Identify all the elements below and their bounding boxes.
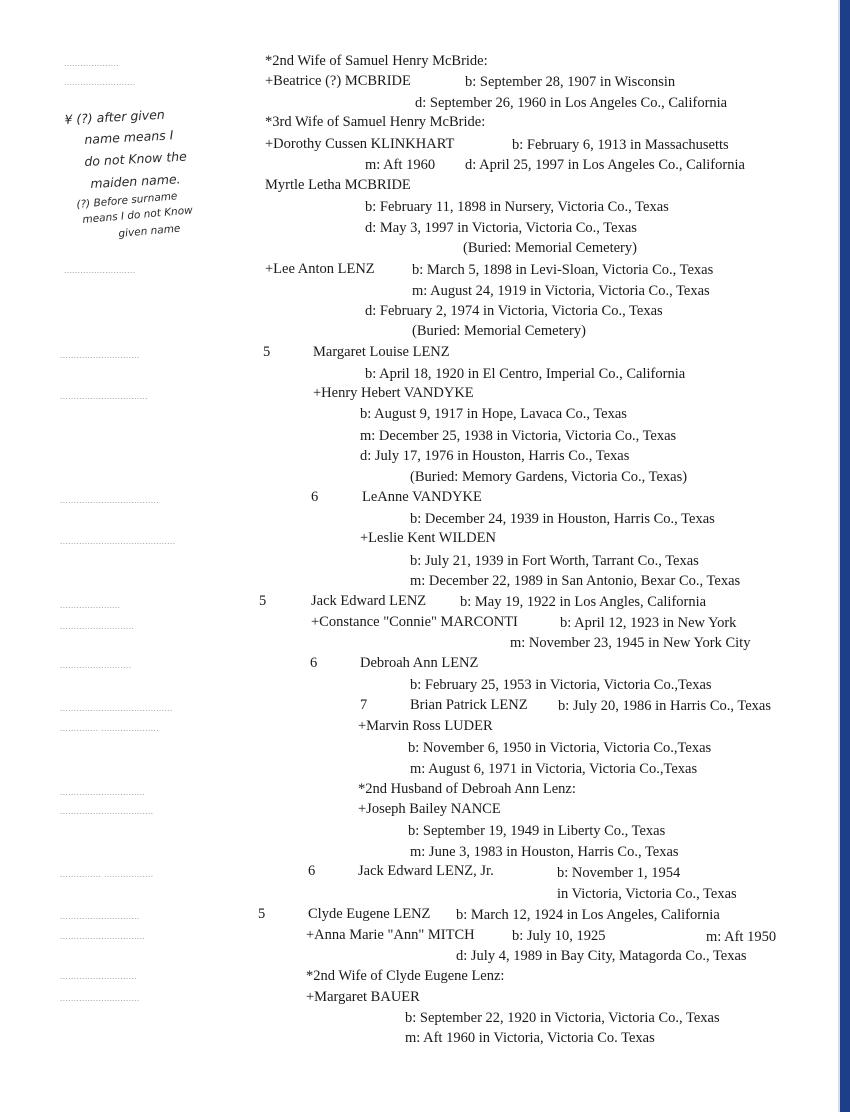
margin-dots: ...................... — [60, 600, 121, 610]
entry-line: b: May 19, 1922 in Los Angles, California — [460, 594, 707, 610]
entry-line: *2nd Husband of Debroah Ann Lenz: — [358, 781, 576, 797]
generation-number: 6 — [308, 863, 316, 879]
entry-line: +Henry Hebert VANDYKE — [313, 385, 474, 401]
entry-line: b: November 1, 1954 — [557, 865, 681, 881]
margin-note-line: name means I — [84, 127, 174, 147]
entry-line: m: Aft 1960 — [365, 157, 436, 173]
entry-line: (Buried: Memory Gardens, Victoria Co., Texas) — [410, 469, 688, 485]
entry-line: in Victoria, Victoria Co., Texas — [557, 886, 737, 902]
entry-line: d: July 17, 1976 in Houston, Harris Co., Texas — [360, 448, 630, 464]
entry-line: d: September 26, 1960 in Los Angeles Co., California — [415, 95, 728, 111]
entry-line: b: February 6, 1913 in Massachusetts — [512, 137, 729, 153]
generation-number: 5 — [263, 344, 271, 360]
margin-dots: .......................................... — [60, 536, 176, 546]
margin-dots: .................................. — [60, 806, 154, 816]
entry-line: b: September 22, 1920 in Victoria, Victoria Co., Texas — [405, 1010, 720, 1026]
entry-line: *2nd Wife of Samuel Henry McBride: — [265, 53, 488, 69]
margin-dots: .......................... — [64, 77, 136, 87]
generation-number: 6 — [311, 489, 319, 505]
generation-number: 7 — [360, 697, 368, 713]
margin-dots: ............................ — [60, 971, 137, 981]
page-edge-highlight — [838, 0, 840, 1112]
entry-line: b: March 12, 1924 in Los Angeles, California — [456, 907, 720, 923]
entry-line: Margaret Louise LENZ — [313, 344, 450, 360]
entry-line: +Leslie Kent WILDEN — [360, 530, 496, 546]
margin-dots: ............................... — [60, 931, 146, 941]
margin-dots: .......................... — [60, 660, 132, 670]
entry-line: Myrtle Letha MCBRIDE — [265, 177, 411, 193]
entry-line: m: August 24, 1919 in Victoria, Victoria Co., Texas — [412, 283, 710, 299]
entry-line: Jack Edward LENZ — [311, 593, 427, 609]
entry-line: d: April 25, 1997 in Los Angeles Co., California — [465, 157, 745, 173]
page-edge-border — [840, 0, 850, 1112]
entry-line: Jack Edward LENZ, Jr. — [358, 863, 494, 879]
entry-line: b: April 18, 1920 in El Centro, Imperial Co., California — [365, 366, 686, 382]
entry-line: *3rd Wife of Samuel Henry McBride: — [265, 114, 486, 130]
entry-line: m: June 3, 1983 in Houston, Harris Co., Texas — [410, 844, 679, 860]
entry-line: m: November 23, 1945 in New York City — [510, 635, 751, 651]
margin-note-line: means I do not Know — [82, 204, 194, 226]
margin-dots: ......................................... — [60, 703, 173, 713]
margin-dots: .......................... — [64, 265, 136, 275]
entry-line: m: December 25, 1938 in Victoria, Victoria Co., Texas — [360, 428, 677, 444]
margin-note-line: maiden name. — [90, 171, 181, 191]
entry-line: m: December 22, 1989 in San Antonio, Bexar Co., Texas — [410, 573, 741, 589]
entry-line: +Beatrice (?) MCBRIDE — [265, 73, 411, 89]
margin-dots: .............. ..................... — [60, 723, 159, 733]
entry-line: (Buried: Memorial Cemetery) — [463, 240, 637, 256]
entry-line: *2nd Wife of Clyde Eugene Lenz: — [306, 968, 505, 984]
entry-line: +Lee Anton LENZ — [265, 261, 375, 277]
entry-line: d: February 2, 1974 in Victoria, Victoria Co., Texas — [365, 303, 663, 319]
entry-line: m: Aft 1960 in Victoria, Victoria Co. Texas — [405, 1030, 655, 1046]
margin-dots: ............................. — [60, 350, 140, 360]
margin-dots: ............................. — [60, 993, 140, 1003]
entry-line: b: February 11, 1898 in Nursery, Victoria Co., Texas — [365, 199, 669, 215]
entry-line: b: November 6, 1950 in Victoria, Victoria Co.,Texas — [408, 740, 712, 756]
entry-line: b: April 12, 1923 in New York — [560, 615, 737, 631]
entry-line: b: August 9, 1917 in Hope, Lavaca Co., Texas — [360, 406, 627, 422]
margin-dots: .................... — [64, 58, 119, 68]
entry-line: m: August 6, 1971 in Victoria, Victoria Co.,Texas — [410, 761, 698, 777]
entry-line: +Dorothy Cussen KLINKHART — [265, 136, 455, 152]
entry-line: d: May 3, 1997 in Victoria, Victoria Co., Texas — [365, 220, 637, 236]
entry-line: Debroah Ann LENZ — [360, 655, 479, 671]
margin-note-line: ¥ (?) after given — [64, 106, 166, 127]
entry-line: Clyde Eugene LENZ — [308, 906, 431, 922]
margin-dots: ............................. — [60, 911, 140, 921]
margin-dots: ............... .................. — [60, 869, 154, 879]
entry-line: Brian Patrick LENZ — [410, 697, 528, 713]
margin-dots: ............................... — [60, 787, 146, 797]
entry-line: b: December 24, 1939 in Houston, Harris Co., Texas — [410, 511, 715, 527]
entry-line: b: July 21, 1939 in Fort Worth, Tarrant Co., Texas — [410, 553, 699, 569]
margin-note-line: given name — [118, 222, 181, 240]
entry-line: (Buried: Memorial Cemetery) — [412, 323, 586, 339]
generation-number: 5 — [258, 906, 266, 922]
entry-line: b: July 20, 1986 in Harris Co., Texas — [558, 698, 771, 714]
entry-line: +Margaret BAUER — [306, 989, 420, 1005]
entry-line: +Anna Marie "Ann" MITCH — [306, 927, 475, 943]
margin-dots: .................................... — [60, 495, 159, 505]
entry-line: d: July 4, 1989 in Bay City, Matagorda Co., Texas — [456, 948, 747, 964]
margin-dots: ........................... — [60, 621, 135, 631]
margin-note-line: (?) Before surname — [76, 190, 178, 211]
entry-line: b: March 5, 1898 in Levi-Sloan, Victoria Co., Texas — [412, 262, 714, 278]
entry-line: b: July 10, 1925 — [512, 928, 606, 944]
entry-line: b: September 19, 1949 in Liberty Co., Texas — [408, 823, 666, 839]
entry-line: +Marvin Ross LUDER — [358, 718, 493, 734]
generation-number: 6 — [310, 655, 318, 671]
entry-line: b: February 25, 1953 in Victoria, Victoria Co.,Texas — [410, 677, 712, 693]
margin-note-line: do not Know the — [84, 148, 188, 169]
entry-line: +Constance "Connie" MARCONTI — [311, 614, 518, 630]
entry-line: b: September 28, 1907 in Wisconsin — [465, 74, 676, 90]
entry-line: LeAnne VANDYKE — [362, 489, 482, 505]
entry-line: m: Aft 1950 — [706, 929, 777, 945]
generation-number: 5 — [259, 593, 267, 609]
entry-line: +Joseph Bailey NANCE — [358, 801, 501, 817]
margin-dots: ................................ — [60, 391, 148, 401]
